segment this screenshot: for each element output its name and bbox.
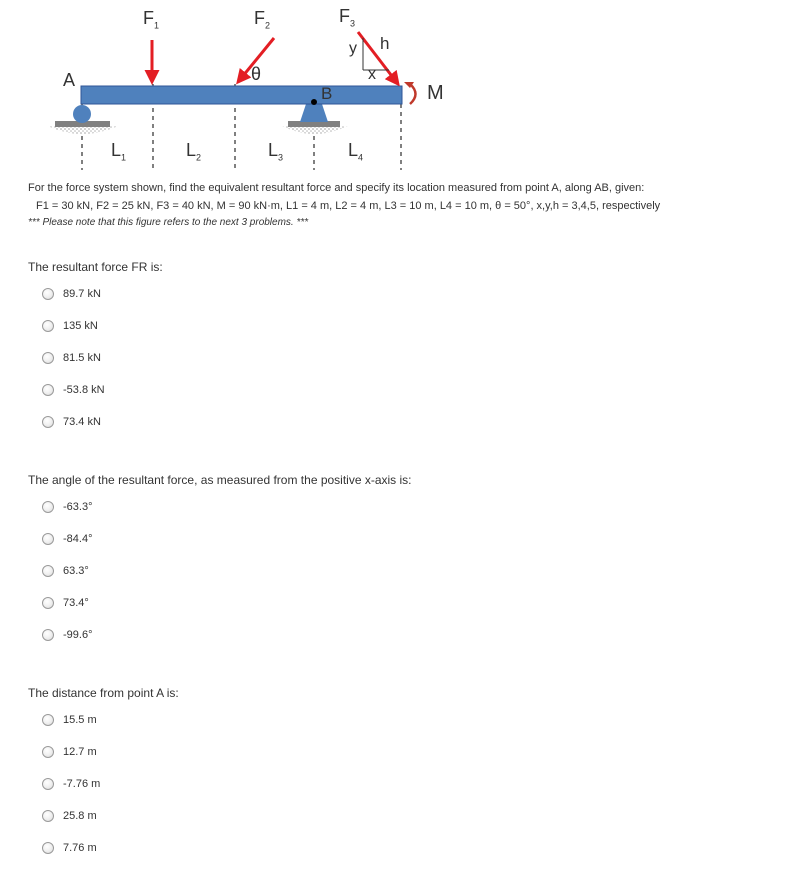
problem-statement: For the force system shown, find the equivalent resultant force and specify its location measured from point A, along AB, given:	[28, 182, 645, 194]
q3-option-2[interactable]	[42, 744, 97, 760]
radio-button[interactable]	[42, 778, 54, 790]
q2-option-1[interactable]	[42, 499, 92, 515]
label-f2: $F_2$	[254, 8, 271, 31]
option-label: -7.76 m	[63, 778, 101, 790]
option-label: 89.7 kN	[63, 288, 101, 300]
beam	[81, 86, 402, 104]
q1-option-2[interactable]	[42, 318, 98, 334]
radio-button[interactable]	[42, 416, 54, 428]
radio-button[interactable]	[42, 565, 54, 577]
radio-button[interactable]	[42, 746, 54, 758]
roller-support-b	[282, 104, 348, 134]
radio-button[interactable]	[42, 384, 54, 396]
option-label: 12.7 m	[63, 746, 97, 758]
radio-button[interactable]	[42, 320, 54, 332]
radio-button[interactable]	[42, 501, 54, 513]
label-x: x	[368, 66, 376, 83]
label-l1: $L_1$	[111, 140, 127, 163]
label-l4: $L_4$	[348, 140, 364, 163]
point-b-marker	[311, 99, 317, 105]
option-label: 25.8 m	[63, 810, 97, 822]
q3-option-4[interactable]	[42, 808, 97, 824]
option-label: 15.5 m	[63, 714, 97, 726]
pin-support-a	[48, 105, 118, 134]
question-3-prompt: The distance from point A is:	[28, 686, 179, 700]
radio-button[interactable]	[42, 842, 54, 854]
label-f3: $F_3$	[339, 6, 356, 29]
option-label: -84.4°	[63, 533, 93, 545]
option-label: 73.4°	[63, 597, 89, 609]
label-f1: $F_1$	[143, 8, 160, 31]
radio-button[interactable]	[42, 810, 54, 822]
radio-button[interactable]	[42, 352, 54, 364]
radio-button[interactable]	[42, 533, 54, 545]
option-label: 81.5 kN	[63, 352, 101, 364]
option-label: -53.8 kN	[63, 384, 105, 396]
q3-option-5[interactable]	[42, 840, 97, 856]
label-a: A	[63, 70, 76, 90]
radio-button[interactable]	[42, 288, 54, 300]
q1-option-5[interactable]	[42, 414, 101, 430]
given-values: F1 = 30 kN, F2 = 25 kN, F3 = 40 kN, M = 90 kN·m, L1 = 4 m, L2 = 4 m, L3 = 10 m, L4 = 10 m, θ = 50°, x,y,h = 3,4,5, respectively	[36, 200, 661, 212]
label-m: M	[427, 82, 444, 104]
q1-option-3[interactable]	[42, 350, 101, 366]
q2-option-2[interactable]	[42, 531, 92, 547]
q3-option-1[interactable]	[42, 712, 97, 728]
option-label: -99.6°	[63, 629, 93, 641]
label-b: B	[321, 84, 333, 103]
radio-button[interactable]	[42, 714, 54, 726]
option-label: -63.3°	[63, 501, 93, 513]
label-y: y	[349, 40, 357, 57]
question-2	[28, 473, 412, 487]
q3-option-3[interactable]	[42, 776, 100, 792]
option-label: 135 kN	[63, 320, 98, 332]
question-1-prompt: The resultant force FR is:	[28, 260, 163, 274]
force-f3-arrow	[358, 32, 398, 84]
question-1	[28, 260, 163, 274]
option-label: 73.4 kN	[63, 416, 101, 428]
q1-option-4[interactable]	[42, 382, 105, 398]
moment-arrow	[410, 84, 416, 104]
q2-option-4[interactable]	[42, 595, 89, 611]
figure-note: *** Please note that this figure refers to the next 3 problems. ***	[28, 217, 309, 228]
q1-option-1[interactable]	[42, 286, 101, 302]
label-l3: $L_3$	[268, 140, 284, 163]
question-3	[28, 686, 179, 700]
label-theta: θ	[251, 64, 262, 84]
option-label: 63.3°	[63, 565, 89, 577]
radio-button[interactable]	[42, 629, 54, 641]
question-2-prompt: The angle of the resultant force, as measured from the positive x-axis is:	[28, 473, 412, 487]
label-l2: $L_2$	[186, 140, 202, 163]
q2-option-3[interactable]	[42, 563, 89, 579]
label-h: h	[380, 34, 390, 53]
q2-option-5[interactable]	[42, 627, 92, 643]
radio-button[interactable]	[42, 597, 54, 609]
option-label: 7.76 m	[63, 842, 97, 854]
